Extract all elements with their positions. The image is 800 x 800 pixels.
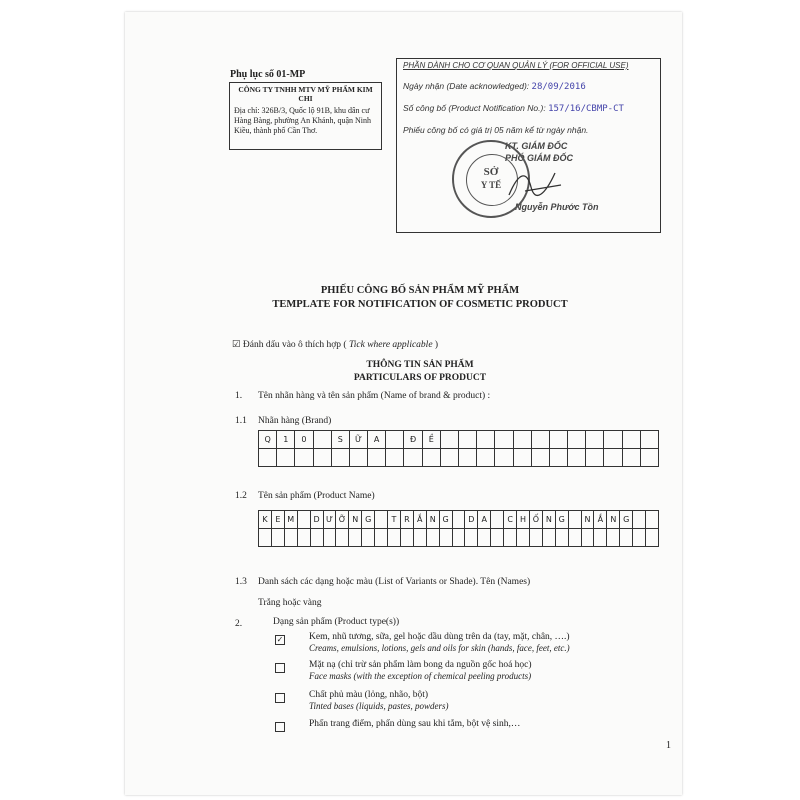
grid-cell [568, 431, 586, 449]
grid-cell [259, 529, 272, 547]
grid-cell [514, 431, 532, 449]
grid-cell: Ư [324, 511, 337, 529]
grid-cell: C [504, 511, 517, 529]
grid-cell [604, 431, 622, 449]
grid-cell [453, 529, 466, 547]
product-type-label-vi: Kem, nhũ tương, sữa, gel hoặc dầu dùng trên da (tay, mặt, chân, ….) [309, 632, 570, 642]
date-label: Ngày nhận (Date acknowledged): [403, 81, 530, 91]
grid-cell: Q [259, 431, 277, 449]
grid-cell: R [401, 511, 414, 529]
grid-cell: Ữ [350, 431, 368, 449]
grid-cell: D [465, 511, 478, 529]
grid-cell [491, 511, 504, 529]
grid-cell: A [368, 431, 386, 449]
grid-cell: M [285, 511, 298, 529]
grid-cell [646, 511, 659, 529]
grid-cell [350, 449, 368, 467]
grid-cell [441, 449, 459, 467]
item-1-label: Tên nhãn hàng và tên sản phẩm (Name of brand & product) : [258, 391, 491, 401]
grid-cell: N [543, 511, 556, 529]
product-type-label-vi: Mặt nạ (chỉ trừ sản phẩm làm bong da nguồn gốc hoá học) [309, 660, 532, 670]
grid-cell [550, 431, 568, 449]
grid-cell [646, 529, 659, 547]
grid-cell: Ề [423, 431, 441, 449]
notification-label: Số công bố (Product Notification No.): [403, 103, 546, 113]
notification-row [403, 103, 624, 114]
grid-cell [543, 529, 556, 547]
section-title-vi: THÔNG TIN SẢN PHẨM [366, 360, 474, 370]
product-type-label-en: Tinted bases (liquids, pastes, powders) [309, 701, 449, 711]
tick-note: ☑ Đánh dấu vào ô thích hợp ( Tick where applicable ) [232, 340, 439, 350]
notification-value: 157/16/CBMP-CT [548, 104, 624, 114]
grid-cell [375, 529, 388, 547]
grid-cell [272, 529, 285, 547]
item-1-3-num: 1.3 [235, 577, 247, 587]
stamp-line-2: Y TẾ [480, 180, 502, 190]
grid-cell: E [272, 511, 285, 529]
company-address: Địa chỉ: 326B/3, Quốc lộ 91B, khu dân cư Hàng Bàng, phường An Khánh, quận Ninh Kiều, thành phố Cần Thơ. [234, 106, 371, 135]
title-en: TEMPLATE FOR NOTIFICATION OF COSMETIC PRODUCT [272, 299, 568, 310]
sign-title-2: PHÓ GIÁM ĐỐC [505, 153, 574, 163]
grid-cell: Đ [404, 431, 422, 449]
grid-cell: G [620, 511, 633, 529]
grid-cell: G [440, 511, 453, 529]
grid-cell [298, 529, 311, 547]
official-use-box [396, 58, 661, 233]
validity-note: Phiếu công bố có giá trị 05 năm kể từ ngày nhận. [403, 125, 589, 135]
grid-cell [495, 449, 513, 467]
grid-cell: G [362, 511, 375, 529]
grid-cell: N [349, 511, 362, 529]
grid-cell: 0 [295, 431, 313, 449]
grid-cell [491, 529, 504, 547]
grid-cell [620, 529, 633, 547]
grid-cell [586, 449, 604, 467]
grid-cell [556, 529, 569, 547]
grid-cell: N [427, 511, 440, 529]
grid-cell: N [607, 511, 620, 529]
page-number: 1 [666, 740, 671, 751]
grid-cell [623, 449, 641, 467]
product-type-label-en: Face masks (with the exception of chemical peeling products) [309, 671, 532, 681]
product-type-checkbox[interactable] [275, 693, 285, 703]
grid-cell [453, 511, 466, 529]
grid-cell [550, 449, 568, 467]
grid-cell [259, 449, 277, 467]
grid-cell [386, 449, 404, 467]
grid-cell [277, 449, 295, 467]
grid-cell [440, 529, 453, 547]
grid-cell: K [259, 511, 272, 529]
item-1-1-num: 1.1 [235, 416, 247, 426]
grid-cell [386, 431, 404, 449]
grid-cell [295, 449, 313, 467]
product-grid [258, 510, 659, 547]
product-type-label-en: Creams, emulsions, lotions, gels and oils for skin (hands, face, feet, etc.) [309, 643, 570, 653]
grid-cell [368, 449, 386, 467]
grid-cell [314, 449, 332, 467]
section-title-en: PARTICULARS OF PRODUCT [353, 373, 487, 383]
grid-cell: S [332, 431, 350, 449]
appendix-label: Phụ lục số 01-MP [230, 69, 306, 80]
item-1-2-label: Tên sản phẩm (Product Name) [258, 491, 375, 501]
grid-cell [298, 511, 311, 529]
date-value: 28/09/2016 [531, 82, 586, 92]
grid-cell: Ắ [414, 511, 427, 529]
signature-icon [505, 165, 565, 205]
grid-cell [332, 449, 350, 467]
grid-cell [514, 449, 532, 467]
grid-cell [414, 529, 427, 547]
grid-cell: T [388, 511, 401, 529]
grid-cell: H [517, 511, 530, 529]
grid-cell [633, 511, 646, 529]
grid-cell [641, 449, 659, 467]
brand-grid [258, 430, 659, 467]
grid-cell [495, 431, 513, 449]
grid-cell [517, 529, 530, 547]
grid-cell [607, 529, 620, 547]
grid-cell [568, 449, 586, 467]
item-2-label: Dạng sản phẩm (Product type(s)) [273, 617, 400, 627]
variants-value: Trắng hoặc vàng [258, 598, 322, 608]
grid-cell [314, 431, 332, 449]
company-name: CÔNG TY TNHH MTV MỸ PHẨM KIM CHI [238, 85, 373, 103]
grid-cell [465, 529, 478, 547]
grid-cell [623, 431, 641, 449]
signer-name: Nguyễn Phước Tồn [515, 202, 599, 212]
grid-cell [285, 529, 298, 547]
tick-checkbox-icon: ☑ [232, 340, 241, 350]
grid-cell [569, 511, 582, 529]
grid-cell [404, 449, 422, 467]
grid-cell [641, 431, 659, 449]
grid-cell [532, 431, 550, 449]
grid-cell [459, 431, 477, 449]
grid-cell [530, 529, 543, 547]
product-type-label-vi: Chất phủ màu (lỏng, nhão, bột) [309, 690, 428, 700]
grid-cell [427, 529, 440, 547]
product-type-checkbox[interactable] [275, 663, 285, 673]
grid-cell [633, 529, 646, 547]
grid-cell [477, 449, 495, 467]
grid-cell [311, 529, 324, 547]
grid-cell [388, 529, 401, 547]
grid-cell [401, 529, 414, 547]
grid-cell: Ố [530, 511, 543, 529]
grid-cell [504, 529, 517, 547]
grid-cell [586, 431, 604, 449]
grid-cell: N [582, 511, 595, 529]
grid-cell: A [478, 511, 491, 529]
grid-cell [375, 511, 388, 529]
grid-cell [423, 449, 441, 467]
grid-cell [477, 431, 495, 449]
item-1-1-label: Nhãn hàng (Brand) [258, 416, 332, 426]
company-box [229, 82, 382, 150]
product-type-label-vi: Phấn trang điểm, phấn dùng sau khi tắm, bột vệ sinh,… [309, 719, 521, 729]
title-vi: PHIẾU CÔNG BỐ SẢN PHẨM MỸ PHẨM [320, 285, 520, 296]
grid-cell [594, 529, 607, 547]
grid-cell [441, 431, 459, 449]
stamp-line-1: SỞ [483, 166, 499, 178]
grid-cell [459, 449, 477, 467]
grid-cell [532, 449, 550, 467]
grid-cell: Ỡ [336, 511, 349, 529]
item-2-num: 2. [235, 619, 243, 629]
official-heading: PHẦN DÀNH CHO CƠ QUAN QUẢN LÝ (FOR OFFICIAL USE) [403, 61, 629, 70]
grid-cell [582, 529, 595, 547]
grid-cell [324, 529, 337, 547]
product-type-checkbox[interactable]: ✓ [276, 635, 284, 644]
item-1-3-label: Danh sách các dạng hoặc màu (List of Variants or Shade). Tên (Names) [258, 577, 531, 587]
grid-cell [362, 529, 375, 547]
grid-cell [604, 449, 622, 467]
grid-cell: Ắ [594, 511, 607, 529]
date-row [403, 81, 586, 92]
grid-cell: G [556, 511, 569, 529]
grid-cell [478, 529, 491, 547]
item-1-2-num: 1.2 [235, 491, 247, 501]
product-type-checkbox[interactable] [275, 722, 285, 732]
grid-cell: 1 [277, 431, 295, 449]
item-1-num: 1. [235, 391, 243, 401]
grid-cell [349, 529, 362, 547]
grid-cell [336, 529, 349, 547]
grid-cell: D [311, 511, 324, 529]
grid-cell [569, 529, 582, 547]
sign-title-1: KT. GIÁM ĐỐC [505, 141, 568, 151]
